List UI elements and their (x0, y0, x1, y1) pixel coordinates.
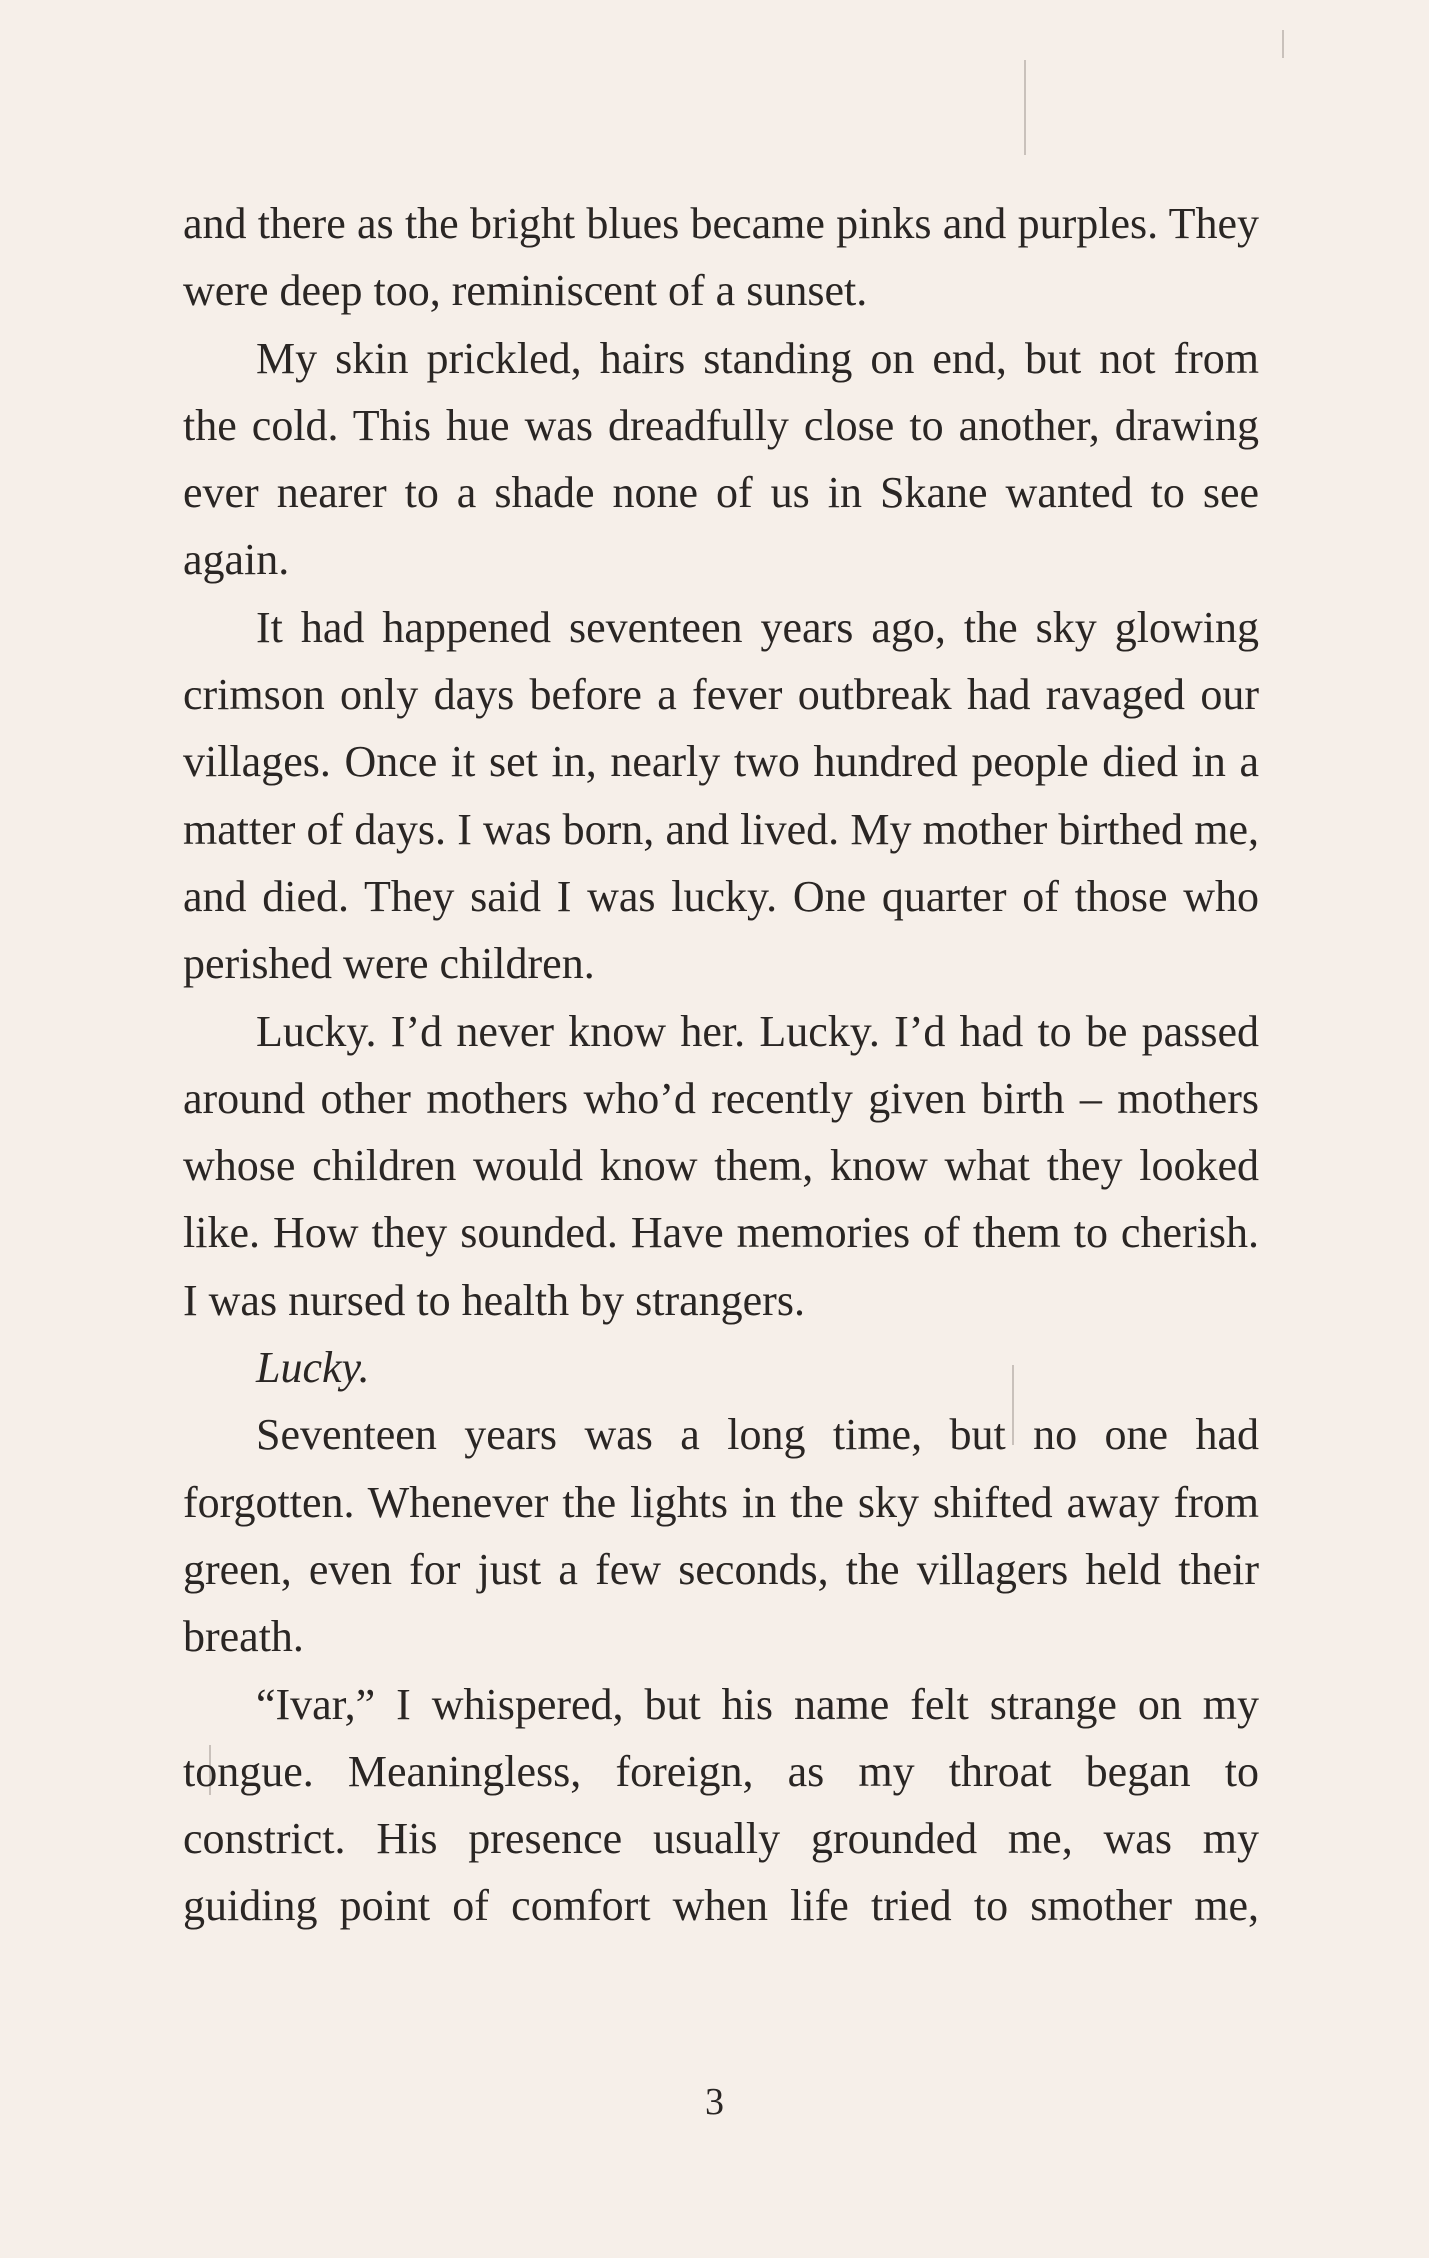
paragraph: My skin prickled, hairs standing on end, but not from the cold. This hue was dreadfully close to another, drawing ever nearer to a shade none of us in Skane wanted to see again. (183, 333, 1259, 585)
paragraph: Lucky. (256, 1343, 370, 1393)
page-number: 3 (705, 2081, 724, 2123)
paragraph: “Ivar,” I whispered, but his name felt strange on my tongue. Meaningless, foreign, as my throat began to constrict. His presence usually grounded me, was my guiding point of comfort when life tried to smother me, (183, 1679, 1259, 1931)
paragraph: Seventeen years was a long time, but no one had forgotten. Whenever the lights in the sky shifted away from green, even for just a few seconds, the villagers held their breath. (183, 1410, 1259, 1662)
paper-mark (1024, 60, 1026, 155)
paragraph: and there as the bright blues became pinks and purples. They were deep too, reminiscent of a sunset. (183, 199, 1259, 316)
paragraph: Lucky. I’d never know her. Lucky. I’d had to be passed around other mothers who’d recently given birth – mothers whose children would know them, know what they looked like. How they sounded. Have memories of them to cherish. I was nursed to health by strangers. (183, 1006, 1259, 1325)
body-text (183, 190, 1259, 1940)
paragraph: It had happened seventeen years ago, the sky glowing crimson only days before a fever outbreak had ravaged our villages. Once it set in, nearly two hundred people died in a matter of days. I was born, and lived. My mother birthed me, and died. They said I was lucky. One quarter of those who perished were children. (183, 602, 1259, 989)
paper-mark (1282, 30, 1284, 58)
